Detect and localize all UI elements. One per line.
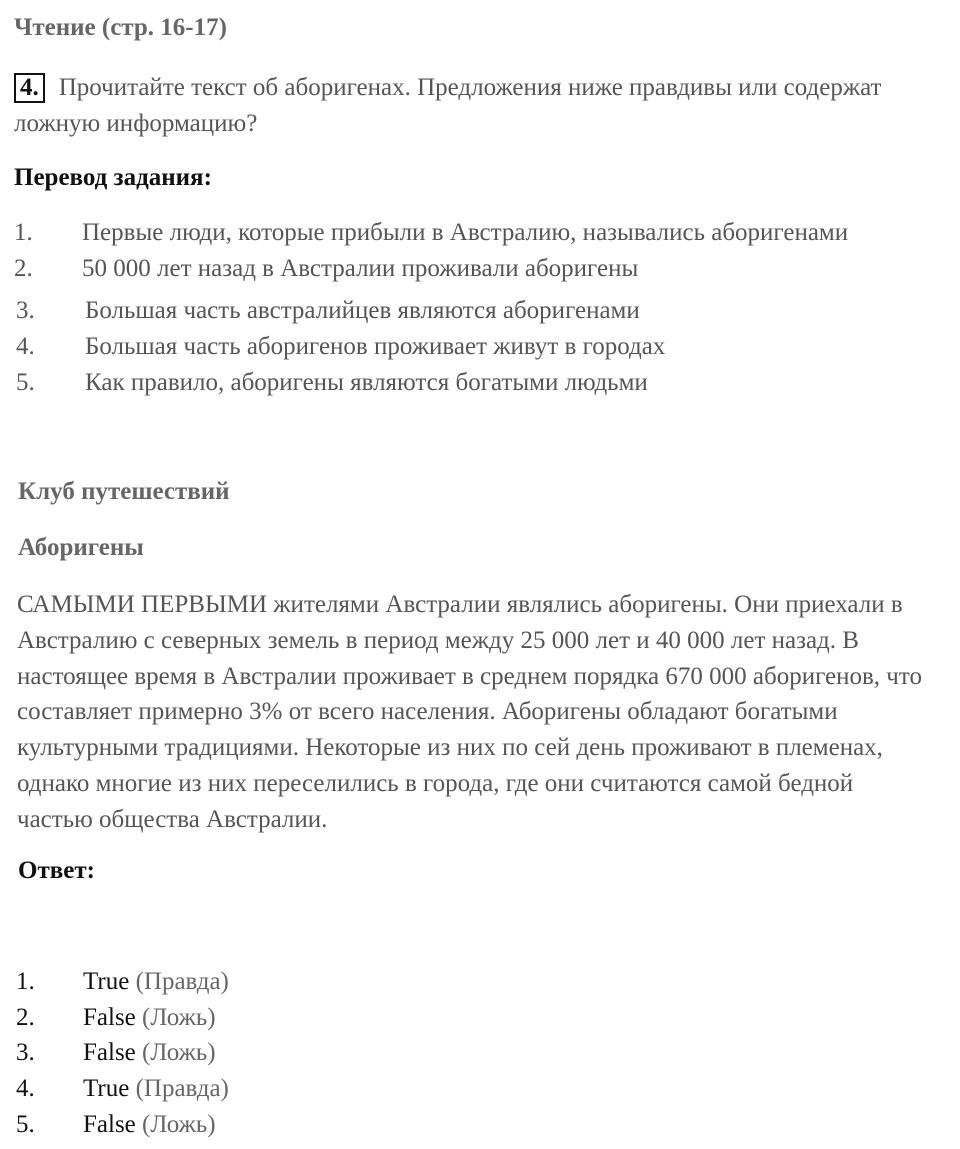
task-text: Прочитайте текст об аборигенах. Предложения ниже правдивы или содержат ложную информацию? (14, 74, 882, 137)
answer-number: 2. (16, 1004, 35, 1031)
answer-value (83, 968, 229, 996)
translation-list-item (14, 219, 934, 251)
section-title: Чтение (стр. 16-17) (14, 14, 227, 41)
translation-list-item (16, 297, 936, 329)
answer-translation: (Ложь) (142, 1111, 216, 1138)
list-item-text: Первые люди, которые прибыли в Австралию, назывались аборигенами (82, 219, 849, 246)
answer-number: 1. (16, 968, 35, 995)
answer-value (83, 1075, 229, 1103)
answer-item (16, 1075, 416, 1107)
answer-value-text: True (83, 968, 130, 995)
list-item-text: 50 000 лет назад в Австралии проживали аборигены (82, 255, 639, 282)
list-item-number: 3. (16, 297, 35, 324)
answer-item (16, 1004, 416, 1036)
article-title: Аборигены (18, 534, 144, 561)
list-item-text: Большая часть аборигенов проживает живут в городах (85, 333, 666, 360)
translation-list-item (16, 369, 936, 401)
answer-item (16, 1111, 416, 1143)
answer-value (83, 1039, 216, 1067)
club-heading: Клуб путешествий (18, 478, 230, 505)
translation-heading: Перевод задания: (14, 164, 212, 191)
answer-number: 4. (16, 1075, 35, 1102)
list-item-text: Большая часть австралийцев являются аборигенами (85, 297, 640, 324)
answer-value (83, 1004, 216, 1032)
task-statement (14, 70, 934, 142)
answer-number: 3. (16, 1039, 35, 1066)
article-body: САМЫМИ ПЕРВЫМИ жителями Австралии являлись аборигены. Они приехали в Австралию с северных земель в период между 25 000 лет и 40 000 лет назад. В настоящее время в Австралии проживает в среднем порядка 670 000 аборигенов, что составляет примерно 3% от всего населения. Аборигены обладают богатыми культурными традициями. Некоторые из них по сей день проживают в племенах, однако многие из них переселились в города, где они считаются самой бедной частью общества Австралии. (17, 591, 922, 833)
answer-heading: Ответ: (18, 857, 95, 884)
translation-list-item (14, 255, 934, 287)
answer-translation: (Ложь) (142, 1004, 216, 1031)
answer-value-text: False (83, 1004, 136, 1031)
list-item-number: 2. (14, 255, 33, 282)
answer-value (83, 1111, 216, 1139)
answer-item (16, 1039, 416, 1071)
answer-item (16, 968, 416, 1000)
answer-number: 5. (16, 1111, 35, 1138)
answer-translation: (Правда) (135, 968, 229, 995)
answer-value-text: False (83, 1039, 136, 1066)
list-item-number: 4. (16, 333, 35, 360)
list-item-text: Как правило, аборигены являются богатыми людьми (85, 369, 648, 396)
task-number-box: 4. (14, 73, 45, 103)
answer-value-text: False (83, 1111, 136, 1138)
list-item-number: 1. (14, 219, 33, 246)
answer-translation: (Ложь) (142, 1039, 216, 1066)
translation-list-item (16, 333, 936, 365)
list-item-number: 5. (16, 369, 35, 396)
answer-translation: (Правда) (135, 1075, 229, 1102)
answer-value-text: True (83, 1075, 130, 1102)
